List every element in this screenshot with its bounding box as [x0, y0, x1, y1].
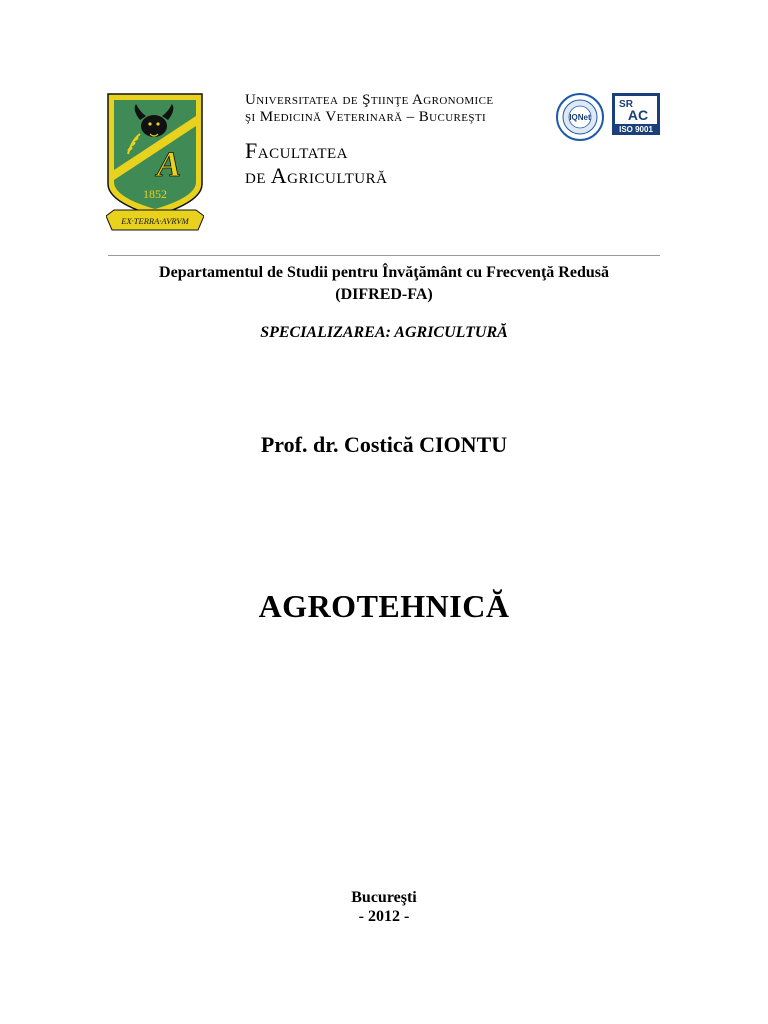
- university-name-line-1: Universitatea de Ştiinţe Agronomice: [245, 92, 494, 108]
- iqnet-certification-icon: [555, 92, 605, 142]
- author-name: Prof. dr. Costică CIONTU: [260, 432, 508, 457]
- crest-letter: A: [156, 144, 182, 184]
- university-name-line-2: şi Medicină Veterinară – Bucureşti: [245, 109, 487, 125]
- department-name: Departamentul de Studii pentru Învăţământ cu Frecvenţă Redusă: [159, 264, 609, 281]
- publication-city: Bucureşti: [351, 889, 417, 906]
- srac-bottom-label: ISO 9001: [619, 125, 653, 134]
- iqnet-label: IQNet: [569, 113, 591, 122]
- crest-motto: EX·TERRA·AVRVM: [121, 216, 189, 226]
- document-title: AGROTEHNICĂ: [258, 588, 510, 624]
- header-divider: [108, 255, 660, 256]
- srac-certification-icon: [612, 93, 660, 135]
- crest-year: 1852: [143, 187, 167, 201]
- specialization: SPECIALIZAREA: AGRICULTURĂ: [260, 324, 508, 341]
- faculty-name-line-1: Facultatea: [245, 138, 348, 163]
- department-abbreviation: (DIFRED-FA): [335, 286, 433, 303]
- university-crest: [106, 92, 204, 234]
- faculty-name-line-2: de Agricultură: [245, 163, 388, 188]
- srac-top-label: SR: [619, 99, 633, 110]
- srac-mid-label: AC: [627, 107, 649, 123]
- publication-year: - 2012 -: [358, 908, 410, 925]
